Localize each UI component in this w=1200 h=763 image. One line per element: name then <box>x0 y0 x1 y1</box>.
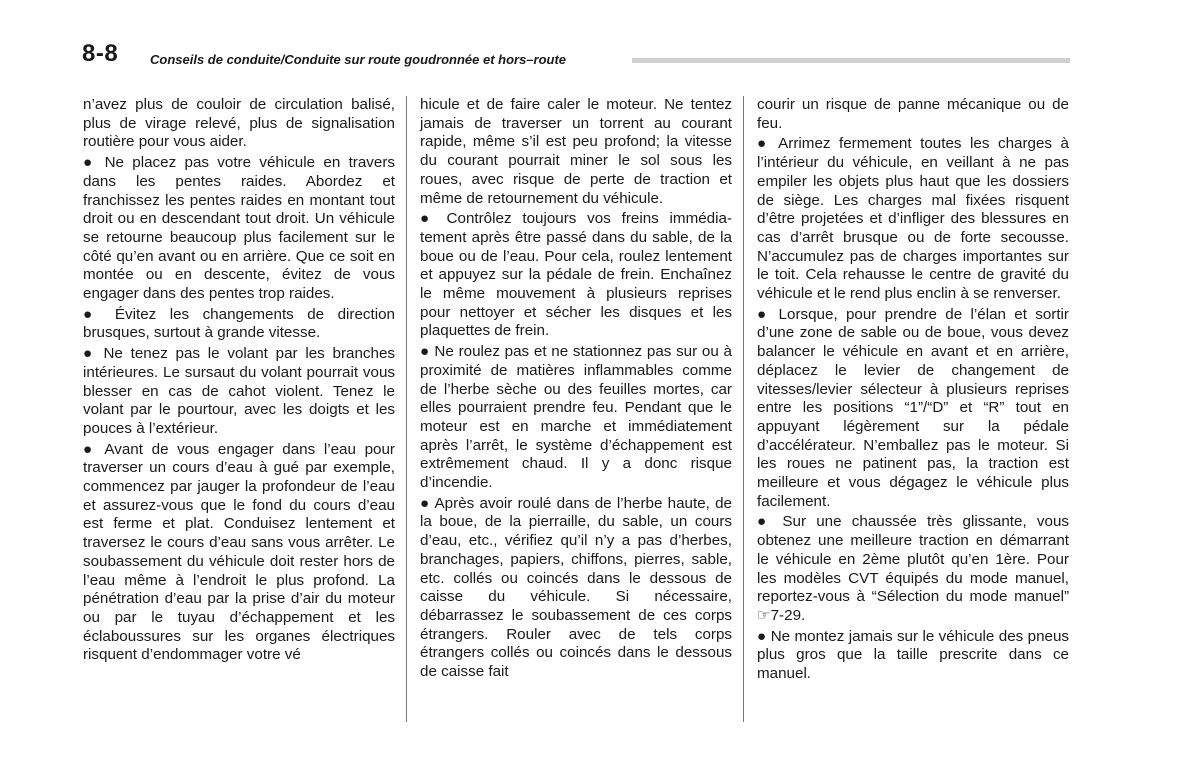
paragraph: ● Ne montez jamais sur le véhicule des pneus plus gros que la taille prescrite dans ce manuel. <box>757 627 1069 683</box>
page-header <box>82 40 1070 70</box>
paragraph: n’avez plus de couloir de circulation balisé, plus de virage relevé, plus de signalisation routière pour vous aider. <box>83 96 395 151</box>
paragraph: ● Sur une chaussée très glissante, vous obtenez une meilleure traction en démarrant le véhicule en 2ème plutôt qu’en 1ère. Pour les modèles CVT équipés du mode manuel, reportez-vous à “Sélection du mode manuel” ☞7-29. <box>757 513 1069 624</box>
paragraph: ● Évitez les changements de direction brusques, surtout à grande vitesse. <box>83 305 395 342</box>
paragraph: ● Avant de vous engager dans l’eau pour traverser un cours d’eau à gué par exemple, commencez par jauger la profondeur de l’eau et assurez-vous que le fond du cours d’eau est ferme et plat. Conduisez lentement et traversez le cours d’eau sans vous arrêter. Le soubassement du véhicule doit rester hors de l’eau même à l’endroit le plus profond. La pénétration d’eau par la prise d’air du moteur ou par le tuyau d’échappement et les éclaboussures sur les organes électriques risquent d’endommager votre vé <box>83 440 395 664</box>
paragraph: ● Après avoir roulé dans de l’herbe haute, de la boue, de la pierraille, du sable, un cours d’eau, etc., vérifiez qu’il n’y a pas d’herbes, branchages, papiers, chiffons, pierres, sable, etc. collés ou coincés dans le dessous de caisse du véhicule. Si nécessaire, débarrassez le soubassement de ces corps étrangers. Rouler avec de tels corps étrangers collés ou coincés dans le dessous de caisse fait <box>420 494 732 681</box>
column-divider <box>406 96 407 722</box>
paragraph: ● Contrôlez toujours vos freins immédiatement après être passé dans du sable, de la boue ou de l’eau. Pour cela, roulez lentement et appuyez sur la pédale de frein. Enchaînez le même mouvement à plusieurs reprises pour nettoyer et sécher les disques et les plaquettes de frein. <box>420 210 732 340</box>
header-rule <box>632 58 1070 63</box>
paragraph: ● Lorsque, pour prendre de l’élan et sortir d’une zone de sable ou de boue, vous devez balancer le véhicule en avant et en arrière, déplacez le levier de changement de vitesses/levier sélecteur à plusieurs reprises entre les positions “1”/“D” et “R” tout en appuyant légèrement sur la pédale d’accélérateur. N’emballez pas le moteur. Si les roues ne patinent pas, la traction est meilleure et vous dégagez le véhicule plus facilement. <box>757 305 1069 510</box>
text-column-3 <box>757 96 1069 686</box>
paragraph: ● Ne tenez pas le volant par les branches intérieures. Le sursaut du volant pourrait vous blesser en cas de cahot violent. Tenez le volant par le pourtour, avec les doigts et les pouces à l’extérieur. <box>83 345 395 437</box>
column-divider <box>743 96 744 722</box>
paragraph: courir un risque de panne mécanique ou de feu. <box>757 96 1069 132</box>
section-title: Conseils de conduite/Conduite sur route goudronnée et hors–route <box>150 52 567 67</box>
paragraph: ● Arrimez fermement toutes les charges à l’intérieur du véhicule, en veillant à ne pas empiler les objets plus haut que les dossiers de siège. Les charges mal fixées risquent d’être projetées et d’infliger des blessures en cas d’arrêt brusque ou de forte secousse. N’accumulez pas de charges importantes sur le toit. Cela rehausse le centre de gravité du véhicule et le rend plus enclin à se renverser. <box>757 135 1069 303</box>
page-number: 8-8 <box>82 40 119 67</box>
paragraph: ● Ne placez pas votre véhicule en travers dans les pentes raides. Abordez et franchissez les pentes raides en montant tout droit ou en descendant tout droit. Un véhicule se retourne beaucoup plus facilement sur le côté qu’en avant ou en arrière. Que ce soit en montée ou en descente, évitez de vous engager dans des pentes trop raides. <box>83 154 395 303</box>
paragraph: ● Ne roulez pas et ne stationnez pas sur ou à proximité de matières inflammables comme de l’herbe sèche ou des feuilles mortes, car elles pourraient prendre feu. Pendant que le moteur est en marche et immédiatement après l’arrêt, le système d’échappement est extrêmement chaud. Il y a donc risque d’incendie. <box>420 343 732 492</box>
text-column-2 <box>420 96 732 684</box>
paragraph: hicule et de faire caler le moteur. Ne tentez jamais de traverser un torrent au courant rapide, même s’il est peu profond; la vitesse du courant pourrait miner le sol sous les roues, avec risque de perte de traction et même de retournement du véhicule. <box>420 96 732 207</box>
text-column-1 <box>83 96 395 667</box>
